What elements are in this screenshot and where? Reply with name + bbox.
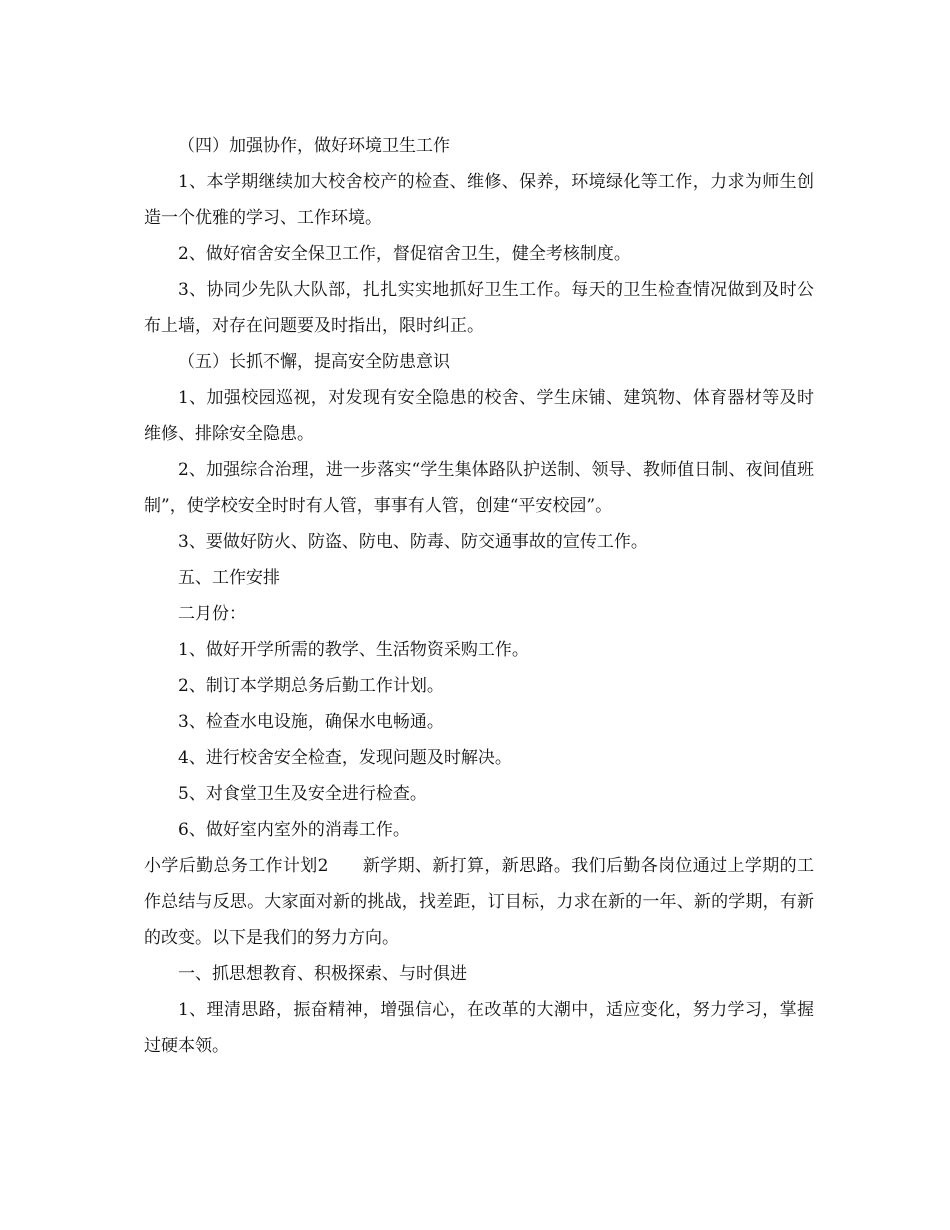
paragraph: 1、理清思路，振奋精神，增强信心，在改革的大潮中，适应变化，努力学习，掌握过硬本领。 [144,1000,814,1056]
list-item: 2、制订本学期总务后勤工作计划。 [178,676,444,696]
document-body [144,128,814,1064]
paragraph: 2、加强综合治理，进一步落实“学生集体路队护送制、领导、教师值日制、夜间值班制”，使学校安全时时有人管，事事有人管，创建“平安校园”。 [144,460,814,516]
list-item: 4、进行校舍安全检查，发现问题及时解决。 [178,748,512,768]
list-item: 3、检查水电设施，确保水电畅通。 [178,712,444,732]
paragraph: 1、加强校园巡视，对发现有安全隐患的校舍、学生床铺、建筑物、体育器材等及时维修、排除安全隐患。 [144,388,814,444]
list-item: 6、做好室内室外的消毒工作。 [178,820,410,840]
paragraph: 3、协同少先队大队部，扎扎实实地抓好卫生工作。每天的卫生检查情况做到及时公布上墙，对存在问题要及时指出，限时纠正。 [144,280,814,336]
list-item: 1、做好开学所需的教学、生活物资采购工作。 [178,640,529,660]
paragraph: 3、要做好防火、防盗、防电、防毒、防交通事故的宣传工作。 [178,532,648,552]
section-heading: 一、抓思想教育、积极探索、与时俱进 [178,964,467,984]
paragraph: （五）长抓不懈，提高安全防患意识 [178,352,450,372]
paragraph: 1、本学期继续加大校舍校产的检查、维修、保养，环境绿化等工作，力求为师生创造一个优雅的学习、工作环境。 [144,172,814,228]
section2-intro: 新学期、新打算，新思路。我们后勤各岗位通过上学期的工作总结与反思。大家面对新的挑战，找差距，订目标，力求在新的一年、新的学期，有新的改变。以下是我们的努力方向。 [144,856,814,948]
paragraph: （四）加强协作，做好环境卫生工作 [178,136,450,156]
paragraph: 2、做好宿舍安全保卫工作，督促宿舍卫生，健全考核制度。 [178,244,631,264]
section-heading: 五、工作安排 [178,568,280,588]
section2-paragraph [144,848,814,956]
section2-title: 小学后勤总务工作计划2 [144,856,329,876]
month-heading: 二月份： [178,604,246,624]
list-item: 5、对食堂卫生及安全进行检查。 [178,784,427,804]
